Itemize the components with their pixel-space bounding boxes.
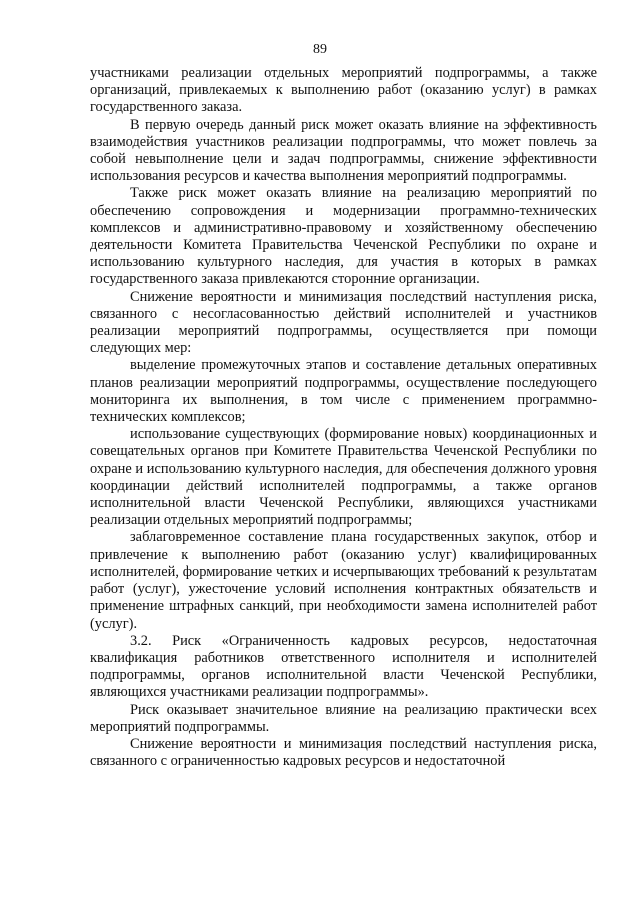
paragraph-risk-influence: Также риск может оказать влияние на реализацию мероприятий по обеспечению сопровождения и модернизации программно-технических комплексов и административно-правовому и хозяйственному обеспечению деятельности Комитета Правительства Чеченской Республики по охране и использованию культурного наследия, для участия в которых в рамках государственного заказа привлекаются сторонние организации. [90,185,597,288]
page-number: 89 [313,42,327,57]
paragraph-continuation: участниками реализации отдельных мероприятий подпрограммы, а также организаций, привлекаемых к выполнению работ (оказанию услуг) в рамках государственного заказа. [90,65,597,116]
measure-item-coordination: использование существующих (формирование новых) координационных и совещательных органов при Комитете Правительства Чеченской Республики по охране и использованию культурного наследия, для обеспечения должного уровня координации действий исполнителей подпрограммы, а также органов исполнительной власти Чеченской Республики, являющихся участниками реализации отдельных мероприятий подпрограммы; [90,426,597,529]
paragraph-risk-mitigation: Снижение вероятности и минимизация последствий наступления риска, связанного с несогласованностью действий исполнителей и участников реализации мероприятий подпрограммы, осуществляется при помощи следующих мер: [90,288,597,357]
measure-item-planning: выделение промежуточных этапов и составление детальных оперативных планов реализации мероприятий подпрограммы, осуществление последующего мониторинга их выполнения, в том числе с применением программно-технических комплексов; [90,357,597,426]
paragraph-risk-mitigation-staff: Снижение вероятности и минимизация последствий наступления риска, связанного с ограниченностью кадровых ресурсов и недостаточной [90,735,597,770]
measure-item-procurement: заблаговременное составление плана государственных закупок, отбор и привлечение к выполнению работ (оказанию услуг) квалифицированных исполнителей, формирование четких и исчерпывающих требований к результатам работ (услуг), ужесточение условий исполнения контрактных обязательств и применение штрафных санкций, при необходимости замена исполнителей работ (услуг). [90,529,597,632]
paragraph-risk-significance: Риск оказывает значительное влияние на реализацию практически всех мероприятий подпрограммы. [90,701,597,735]
section-risk-3-2: 3.2. Риск «Ограниченность кадровых ресурсов, недостаточная квалификация работников ответственного исполнителя и исполнителей подпрограммы, органов исполнительной власти Чеченской Республики, являющихся участниками реализации подпрограммы». [90,632,597,701]
document-body [90,65,597,770]
paragraph-risk-impact: В первую очередь данный риск может оказать влияние на эффективность взаимодействия участников реализации подпрограммы, что может повлечь за собой невыполнение цели и задач подпрограммы, снижение эффективности использования ресурсов и качества выполнения мероприятий подпрограммы. [90,116,597,185]
